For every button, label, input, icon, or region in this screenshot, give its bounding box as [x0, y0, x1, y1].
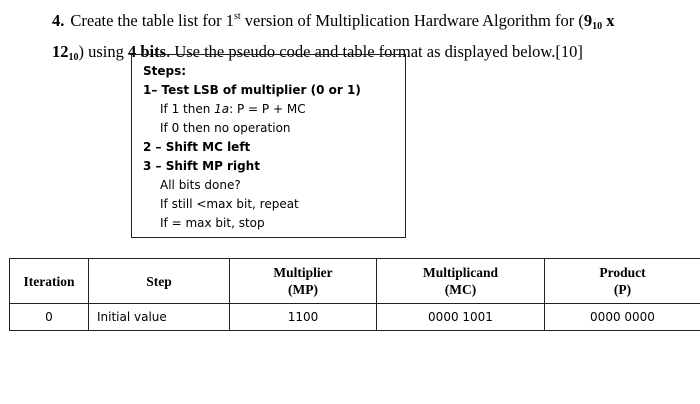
- step-1-if-1-pre: If 1 then: [160, 102, 215, 116]
- table-header-row: [10, 259, 700, 304]
- header-multiplicand-line2: (MC): [444, 282, 477, 297]
- table-row: [10, 304, 700, 331]
- step-1a-label: 1a: [214, 102, 230, 116]
- header-product-line2: (P): [613, 282, 632, 297]
- steps-title: Steps:: [143, 64, 187, 78]
- header-product: [545, 259, 700, 304]
- check-all-bits: All bits done?: [160, 178, 241, 192]
- step-2: 2 – Shift MC left: [143, 140, 251, 154]
- header-step: Step: [89, 259, 230, 304]
- step-1-if-0: If 0 then no operation: [160, 121, 291, 135]
- header-multiplier-line1: Multiplier: [273, 265, 333, 280]
- cell-step: Initial value: [89, 304, 230, 331]
- step-1-if-1: [143, 100, 405, 119]
- question-text-a: Create the table list for 1: [70, 11, 234, 30]
- cell-product: 0000 0000: [545, 304, 700, 331]
- check-less-than-max: If still <max bit, repeat: [160, 197, 299, 211]
- operand-2: 12: [52, 42, 69, 61]
- header-multiplier-line2: (MP): [288, 282, 318, 297]
- operand-2-base: 10: [68, 52, 79, 63]
- question-text-d: . Use the pseudo code and table format as displayed below.[10]: [166, 42, 583, 61]
- bit-width: 4 bits: [128, 42, 167, 61]
- times-symbol: x: [602, 11, 615, 30]
- cell-iteration: 0: [10, 304, 89, 331]
- header-iteration: Iteration: [10, 259, 89, 304]
- header-multiplicand: [377, 259, 545, 304]
- check-equal-max: If = max bit, stop: [160, 216, 265, 230]
- operand-1-base: 10: [592, 21, 603, 32]
- question-number: 4.: [52, 11, 65, 30]
- multiplication-table: [9, 258, 700, 331]
- operand-1: 9: [583, 11, 593, 30]
- header-product-line1: Product: [599, 265, 646, 280]
- cell-multiplicand: 0000 1001: [377, 304, 545, 331]
- step-1-if-1-post: : P = P + MC: [229, 102, 306, 116]
- step-1: 1– Test LSB of multiplier (0 or 1): [143, 83, 361, 97]
- question-text-b: version of Multiplication Hardware Algorithm for (: [240, 11, 584, 30]
- cell-multiplier: 1100: [230, 304, 377, 331]
- header-multiplier: [230, 259, 377, 304]
- pseudo-code-box: [131, 54, 406, 238]
- step-3: 3 – Shift MP right: [143, 159, 260, 173]
- header-multiplicand-line1: Multiplicand: [422, 265, 498, 280]
- ordinal-superscript: st: [233, 11, 241, 22]
- question-text-c: ) using: [78, 42, 128, 61]
